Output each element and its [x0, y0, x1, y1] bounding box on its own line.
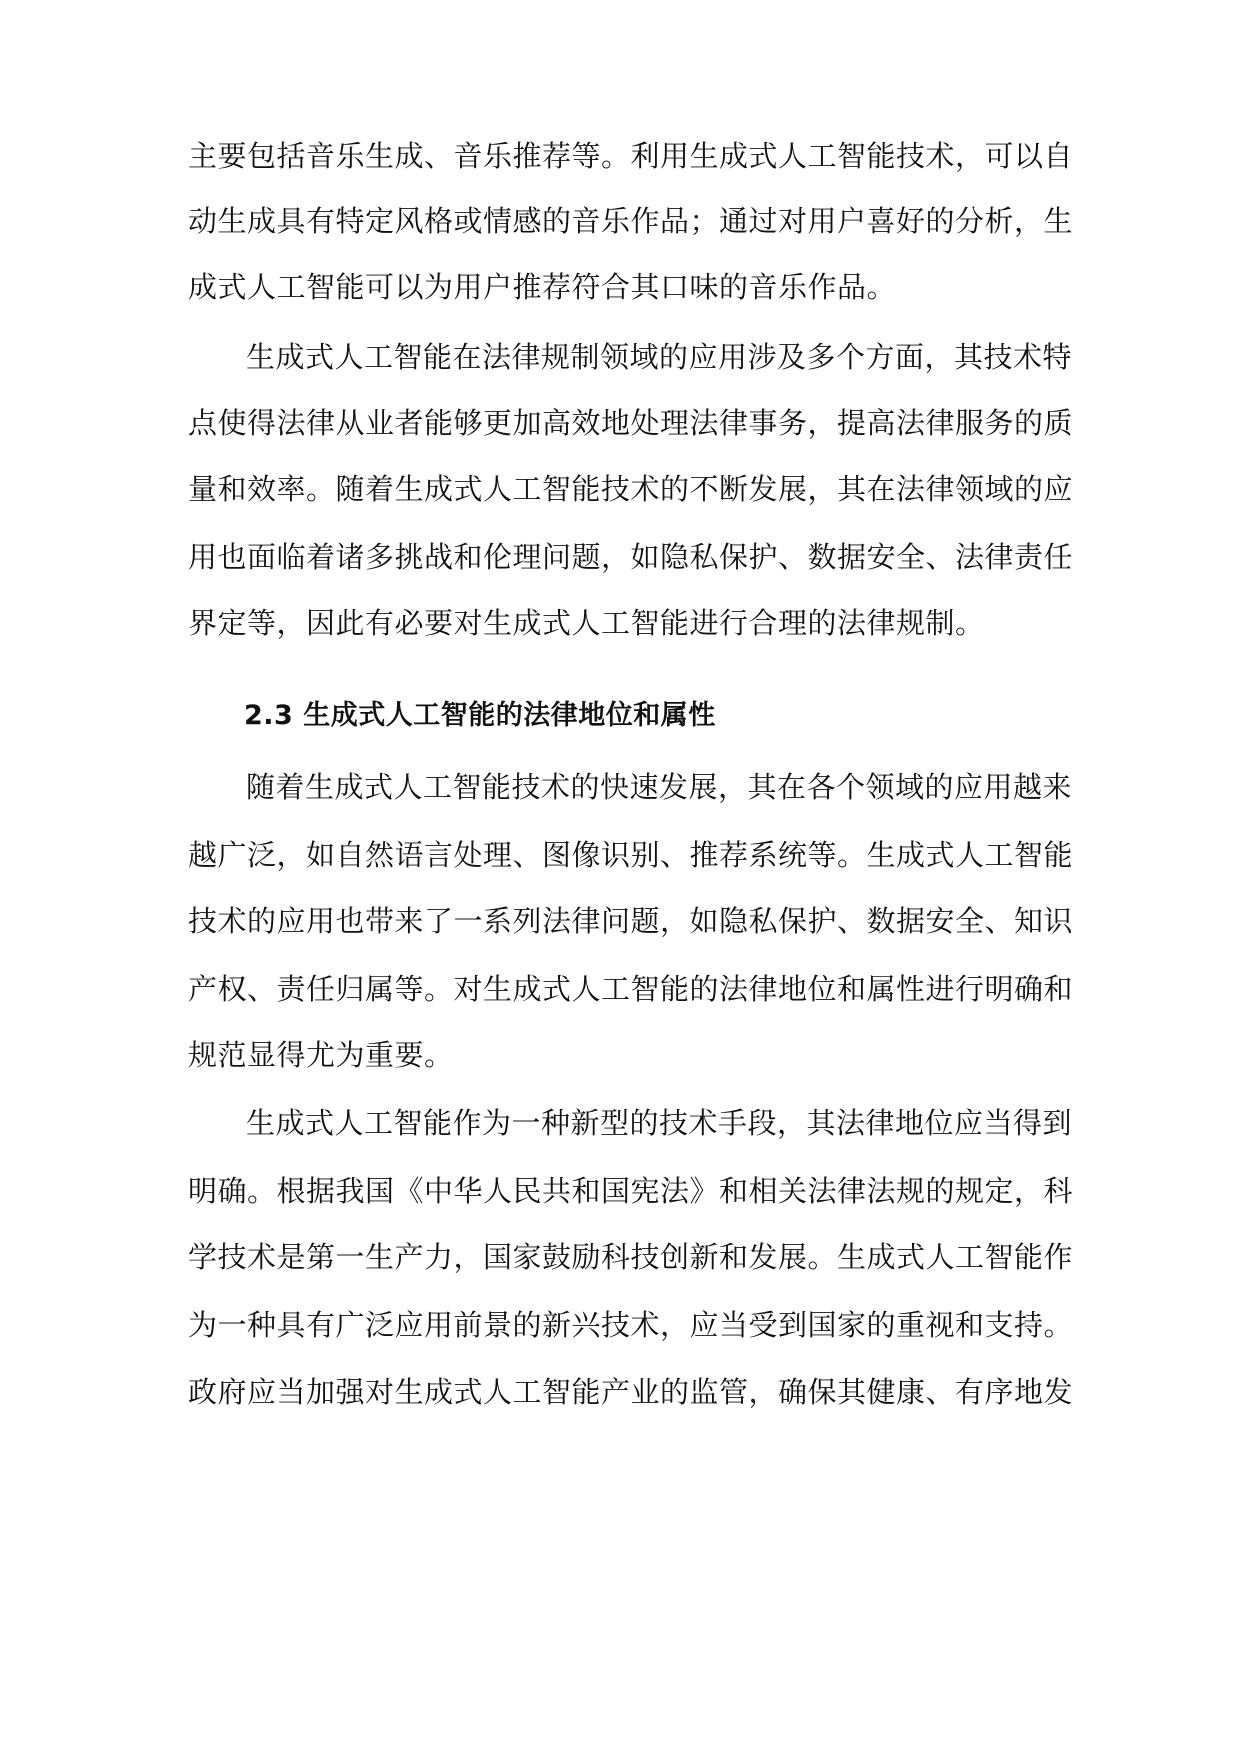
paragraph-3-line-4: 产权、责任归属等。对生成式人工智能的法律地位和属性进行明确和: [188, 972, 1074, 1006]
paragraph-2-line-1: 生成式人工智能在法律规制领域的应用涉及多个方面，其技术特: [246, 340, 1073, 374]
paragraph-1-line-1: 主要包括音乐生成、音乐推荐等。利用生成式人工智能技术，可以自: [188, 139, 1074, 173]
paragraph-4-line-1: 生成式人工智能作为一种新型的技术手段，其法律地位应当得到: [246, 1106, 1073, 1140]
paragraph-3-line-1: 随着生成式人工智能技术的快速发展，其在各个领域的应用越来: [246, 770, 1073, 804]
paragraph-2-line-5: 界定等，因此有必要对生成式人工智能进行合理的法律规制。: [188, 606, 985, 640]
paragraph-3-line-2: 越广泛，如自然语言处理、图像识别、推荐系统等。生成式人工智能: [188, 838, 1074, 872]
paragraph-1-line-3: 成式人工智能可以为用户推荐符合其口味的音乐作品。: [188, 270, 897, 304]
paragraph-2-line-3: 量和效率。随着生成式人工智能技术的不断发展，其在法律领域的应: [188, 472, 1074, 506]
paragraph-4-line-3: 学技术是第一生产力，国家鼓励科技创新和发展。生成式人工智能作: [188, 1240, 1074, 1274]
section-heading: 2.3 生成式人工智能的法律地位和属性: [244, 700, 716, 731]
paragraph-3-line-3: 技术的应用也带来了一系列法律问题，如隐私保护、数据安全、知识: [188, 904, 1074, 938]
paragraph-1-line-2: 动生成具有特定风格或情感的音乐作品；通过对用户喜好的分析，生: [188, 204, 1074, 238]
paragraph-4-line-5: 政府应当加强对生成式人工智能产业的监管，确保其健康、有序地发: [188, 1375, 1074, 1409]
paragraph-4-line-4: 为一种具有广泛应用前景的新兴技术，应当受到国家的重视和支持。: [188, 1308, 1074, 1342]
paragraph-2-line-4: 用也面临着诸多挑战和伦理问题，如隐私保护、数据安全、法律责任: [188, 540, 1074, 574]
paragraph-2-line-2: 点使得法律从业者能够更加高效地处理法律事务，提高法律服务的质: [188, 406, 1074, 440]
paragraph-3-line-5: 规范显得尤为重要。: [188, 1038, 454, 1072]
paragraph-4-line-2: 明确。根据我国《中华人民共和国宪法》和相关法律法规的规定，科: [188, 1174, 1074, 1208]
